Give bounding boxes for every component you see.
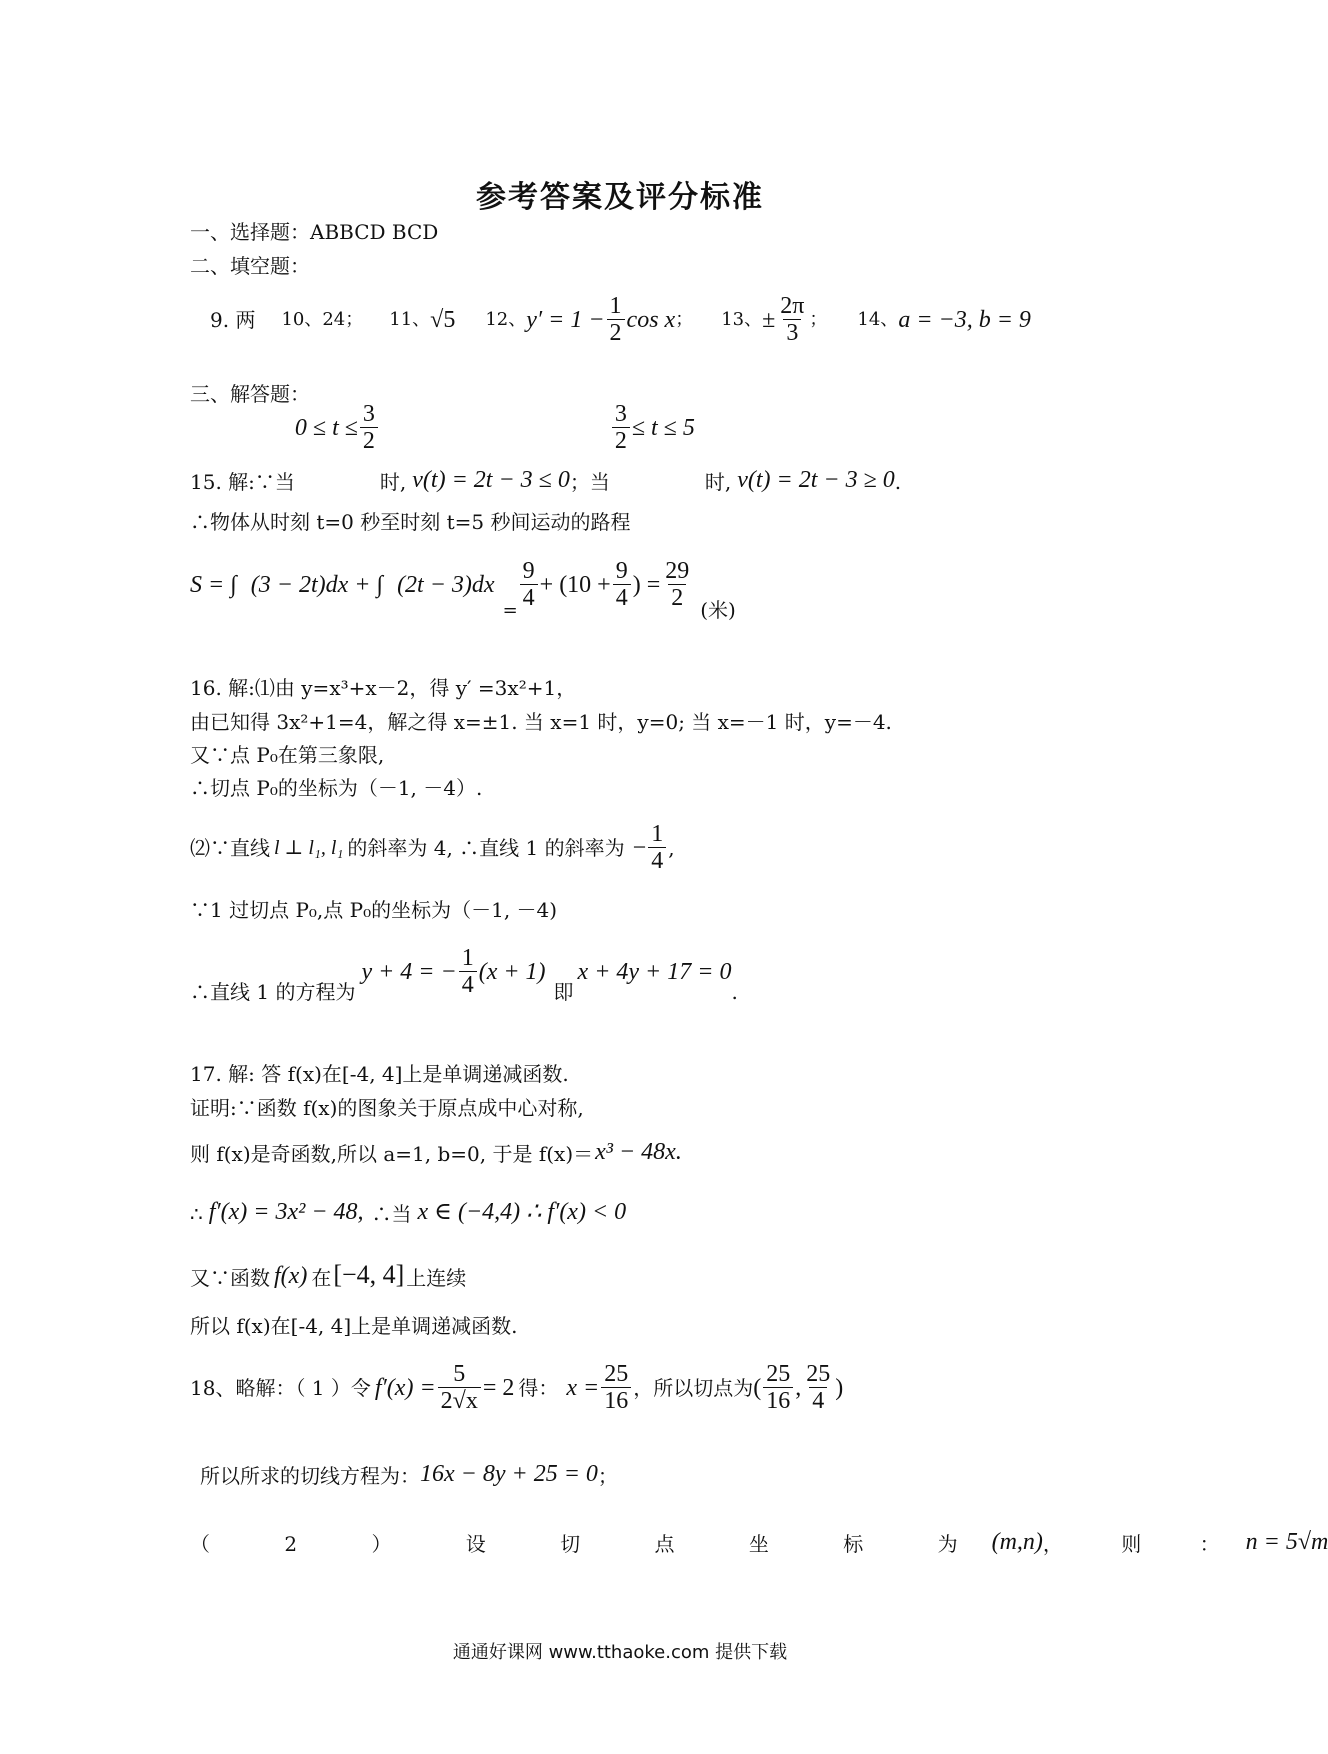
p15-text-b: 时, — [379, 470, 407, 494]
p18-frac2: $\frac{25}{16}$ — [601, 1362, 631, 1415]
p16-l5-frac: $\frac{1}{4}$ — [648, 822, 666, 875]
p15-integral — [190, 550, 736, 620]
p17-line1: 17. 解: 答 f(x)在[-4, 4]上是单调递减函数. — [190, 1062, 569, 1086]
p15-text-e: . — [894, 470, 902, 494]
p17-line5 — [190, 1262, 466, 1288]
p15-frac2: $\frac{3}{2}$ — [612, 402, 630, 455]
p15-integral-lhs: S = ∫ — [190, 572, 237, 598]
p18-text-c: ，所以切点为 — [633, 1376, 754, 1400]
p16-l5-text-b: 的斜率为 4, ∴直线 1 的斜率为 — [347, 836, 625, 860]
p17-l5-math-a: f(x) — [274, 1263, 308, 1289]
p17-l5-text-c: 上连续 — [406, 1266, 467, 1290]
p18-text-b: 得： — [518, 1376, 559, 1400]
p15-text-a: 15. 解:∵当 — [190, 470, 295, 494]
p17-l4-text: ∴当 — [371, 1202, 412, 1226]
p16-l5-text-a: ⑵∵直线 — [190, 836, 270, 860]
answer-13-end: ； — [809, 309, 828, 330]
p16-l5-end: , — [668, 836, 675, 860]
answer-13-fraction: $\frac{2\pi}{3}$ — [780, 292, 805, 346]
p16-line1: 16. 解:⑴由 y=x³+x－2，得 y′ =3x²+1， — [190, 676, 577, 700]
answer-11-label: 11、 — [389, 309, 431, 330]
p16-line3: 又∵点 P₀在第三象限, — [190, 743, 385, 767]
p15-result-frac1: $\frac{9}{4}$ — [520, 559, 538, 612]
answer-11-value: √5 — [430, 307, 456, 333]
p18-comma: , — [795, 1375, 802, 1401]
section-choice: 一、选择题：ABBCD BCD — [190, 220, 439, 244]
p15-line2: ∴物体从时刻 t=0 秒至时刻 t=5 秒间运动的路程 — [190, 510, 631, 534]
answer-12-expr-a: y′ = 1 − — [526, 307, 605, 333]
p17-l5-math-b: [−4, 4] — [333, 1260, 405, 1289]
answer-12-expr-b: cos x — [626, 307, 676, 333]
answer-14-value: a = −3, b = 9 — [898, 307, 1031, 333]
answer-13-pm: ± — [762, 307, 776, 333]
p17-line4 — [190, 1200, 626, 1224]
p15-result-mid: + (10 + — [539, 572, 611, 598]
p15-eq1: v(t) = 2t − 3 ≤ 0 — [412, 467, 570, 493]
p17-l3-text: 则 f(x)是奇函数,所以 a=1, b=0, 于是 f(x)＝ — [190, 1142, 594, 1166]
p18-line1 — [190, 1356, 843, 1420]
answer-13-label: 13、 — [721, 309, 763, 330]
fill-answers-row — [210, 290, 1031, 350]
p16-l5-neg: − — [632, 835, 647, 861]
p18-line2 — [200, 1462, 618, 1486]
p18-frac4: $\frac{25}{4}$ — [806, 1360, 831, 1414]
p18-paren-open: ( — [753, 1375, 762, 1401]
p17-l4-math-b: x ∈ (−4,4) ∴ f′(x) < 0 — [417, 1199, 627, 1225]
p17-line2: 证明:∵函数 f(x)的图象关于原点成中心对称, — [190, 1096, 584, 1120]
p18-l2-math: 16x − 8y + 25 = 0 — [420, 1461, 598, 1487]
p17-line6: 所以 f(x)在[-4, 4]上是单调递减函数. — [190, 1314, 518, 1338]
p17-l4-therefore: ∴ — [190, 1202, 203, 1226]
p18-l3-math-a: (m,n) — [991, 1529, 1043, 1555]
answer-9: 9. 两 — [210, 308, 256, 332]
p15-result-mid2: ) = — [632, 572, 661, 598]
p16-line4: ∴切点 P₀的坐标为（－1, －4）. — [190, 776, 483, 800]
p15-result-frac3: $\frac{29}{2}$ — [665, 557, 690, 611]
p16-l7-end: . — [731, 980, 738, 1004]
p15-frac1: $\frac{3}{2}$ — [360, 402, 378, 455]
p15-cond1: 0 ≤ t ≤ — [294, 415, 358, 442]
answer-12-fraction: $\frac{1}{2}$ — [607, 294, 625, 347]
p16-line2: 由已知得 3x²+1=4，解之得 x=±1. 当 x=1 时，y=0; 当 x=－1 时，y=－4. — [190, 710, 892, 734]
p16-l7-frac: $\frac{1}{4}$ — [459, 946, 477, 999]
p17-l5-text-a: 又∵函数 — [190, 1266, 270, 1290]
p16-l7-text-a: ∴直线 1 的方程为 — [190, 980, 356, 1004]
p18-frac3: $\frac{25}{16}$ — [763, 1362, 793, 1415]
p17-line3 — [190, 1140, 682, 1164]
p15-integral-part2: (2t − 3)dx — [397, 572, 495, 598]
p17-l4-math-a: f′(x) = 3x² − 48, — [208, 1199, 364, 1225]
answer-12-label: 12、 — [485, 309, 527, 330]
p15-cond2: ≤ t ≤ 5 — [631, 415, 695, 442]
p18-l2-end: ； — [597, 1464, 618, 1488]
p15-eq2: v(t) = 2t − 3 ≥ 0 — [737, 467, 895, 493]
p18-text-a: 18、略解：（ 1 ）令 — [190, 1376, 371, 1400]
p15-unit: (米) — [700, 598, 736, 622]
p18-math-a: f′(x) = — [374, 1375, 436, 1401]
answer-10: 10、24； — [281, 309, 364, 330]
p18-paren-close: ) — [835, 1375, 844, 1401]
p18-math-b: = 2 — [482, 1375, 515, 1401]
p16-l7-math-b: (x + 1) — [478, 959, 546, 985]
p15-text-d: 时, — [704, 470, 732, 494]
p18-line3 — [190, 1529, 1328, 1556]
p18-l3-text-a: （ 2 ） 设 切 点 坐 标 为 — [190, 1532, 992, 1556]
p17-l5-text-b: 在 — [311, 1266, 332, 1290]
answer-14-label: 14、 — [857, 309, 899, 330]
p18-l3-text-b: ， 则 ： — [1042, 1532, 1246, 1556]
section-fill-heading: 二、填空题： — [190, 254, 310, 278]
section-solve-heading: 三、解答题： — [190, 382, 310, 406]
p15-result-frac2: $\frac{9}{4}$ — [613, 559, 631, 612]
p16-line6: ∵1 过切点 P₀,点 P₀的坐标为（－1, －4) — [190, 898, 558, 922]
p15-text-c: ；当 — [569, 470, 610, 494]
p16-line7 — [190, 942, 738, 1002]
p16-l7-math-c: x + 4y + 17 = 0 — [577, 959, 732, 985]
p16-l7-math-a: y + 4 = − — [361, 959, 457, 985]
page-title: 参考答案及评分标准 — [476, 180, 764, 215]
p16-l7-text-b: 即 — [553, 980, 574, 1004]
p16-line5 — [190, 818, 675, 878]
answer-12-end: ； — [675, 309, 694, 330]
p18-l3-math-b: n = 5√m — [1245, 1529, 1328, 1555]
p15-eq-sign: = — [502, 600, 518, 621]
p17-l3-math: x³ − 48x. — [595, 1139, 682, 1165]
page-footer: 通通好课网 www.tthaoke.com 提供下载 — [452, 1642, 788, 1663]
p18-math-c: x = — [566, 1375, 600, 1401]
p15-integral-part1: (3 − 2t)dx + ∫ — [250, 572, 384, 598]
p18-l2-text: 所以所求的切线方程为： — [200, 1464, 420, 1488]
p18-frac1: $\frac{5}{2√x}$ — [438, 1362, 481, 1415]
p16-l5-math: l ⊥ l₁, l₁ — [274, 837, 344, 859]
p15-line1 — [190, 401, 902, 494]
